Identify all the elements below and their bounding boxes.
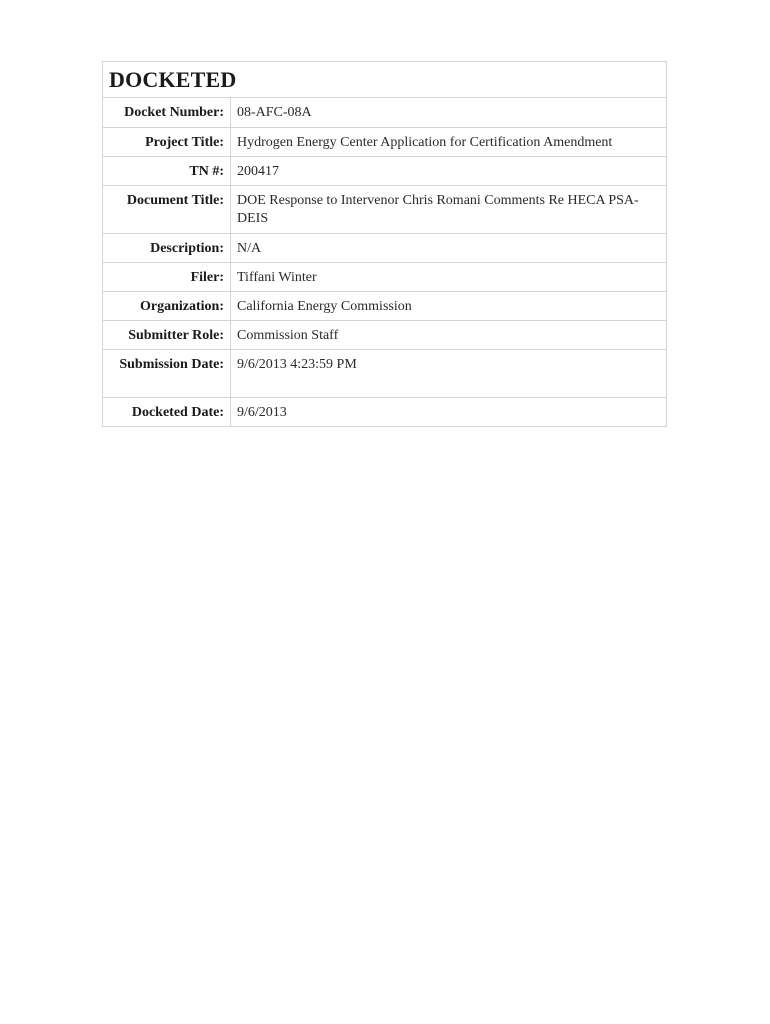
filer-value: Tiffani Winter — [237, 269, 317, 285]
description-value: N/A — [237, 240, 262, 256]
submitter-role-row — [103, 320, 666, 349]
project-title-label: Project Title: — [103, 127, 231, 156]
docket-number-label: Docket Number: — [103, 98, 231, 127]
docketed-date-label: Docketed Date: — [103, 397, 231, 426]
docketed-date-value: 9/6/2013 — [237, 404, 287, 420]
submitter-role-label: Submitter Role: — [103, 320, 231, 349]
tn-label: TN #: — [103, 156, 231, 185]
description-row — [103, 233, 666, 262]
docket-header — [103, 62, 666, 98]
docket-number-value: 08-AFC-08A — [237, 105, 312, 120]
docket-box — [102, 61, 667, 427]
docketed-title: DOCKETED — [109, 66, 237, 92]
tn-row — [103, 156, 666, 185]
submission-date-value: 9/6/2013 4:23:59 PM — [237, 356, 357, 372]
document-title-label: Document Title: — [103, 185, 231, 233]
filer-label: Filer: — [103, 262, 231, 291]
document-title-row — [103, 185, 666, 233]
project-title-row — [103, 127, 666, 156]
submission-date-label: Submission Date: — [103, 349, 231, 397]
organization-value: California Energy Commission — [237, 298, 412, 314]
submission-date-row — [103, 349, 666, 397]
description-label: Description: — [103, 233, 231, 262]
docketed-date-row — [103, 397, 666, 426]
organization-label: Organization: — [103, 291, 231, 320]
document-title-value: DOE Response to Intervenor Chris Romani Comments Re HECA PSA-DEIS — [237, 192, 639, 226]
docket-fields-table — [103, 98, 666, 426]
tn-value: 200417 — [237, 163, 279, 179]
project-title-value: Hydrogen Energy Center Application for Certification Amendment — [237, 134, 613, 150]
filer-row — [103, 262, 666, 291]
submitter-role-value: Commission Staff — [237, 327, 339, 343]
docket-number-row — [103, 98, 666, 127]
organization-row — [103, 291, 666, 320]
